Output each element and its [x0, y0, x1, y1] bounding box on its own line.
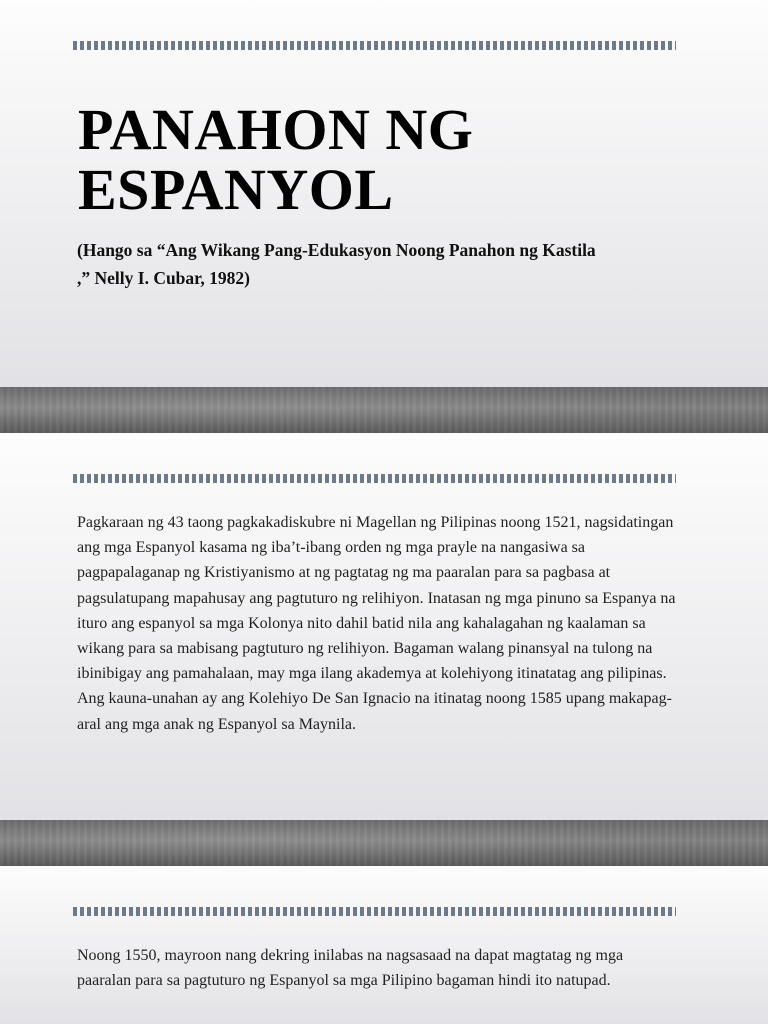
- slide-2: [0, 433, 768, 820]
- slide-separator: [0, 387, 768, 433]
- decorative-stripe: [73, 41, 676, 50]
- slide-separator: [0, 820, 768, 866]
- decorative-stripe: [73, 474, 676, 483]
- slide-subtitle: (Hango sa “Ang Wikang Pang-Edukasyon Noong Panahon ng Kastila ,” Nelly I. Cubar, 1982): [77, 240, 596, 288]
- slide-body-text: Pagkaraan ng 43 taong pagkakadiskubre ni Magellan ng Pilipinas noong 1521, nagsidatingan ang mga Espanyol kasama ng iba’t-ibang orden ng mga prayle na nangasiwa sa pagpapalaganap ng Kristiyanismo at ng pagtatag ng ma paaralan para sa pagbasa at pagsulatupang mapahusay ang pagtuturo ng relihiyon. Inatasan ng mga pinuno sa Espanya na ituro ang espanyol sa mga Kolonya nito dahil batid nila ang kahalagahan ng kaalaman sa wikang para sa mabisang pagtuturo ng relihiyon. Bagaman walang pinansyal na tulong na ibinibigay ang pamahalaan, may mga ilang akademya at kolehiyong itinatatag ang pilipinas. Ang kauna-unahan ay ang Kolehiyo De San Ignacio na itinatag noong 1585 upang makapag-aral ang mga anak ng Espanyol sa Maynila.: [77, 514, 676, 733]
- slide-title: PANAHON NG ESPANYOL: [78, 97, 474, 222]
- decorative-stripe: [73, 907, 676, 916]
- slide-body-text: Noong 1550, mayroon nang dekring inilabas na nagsasaad na dapat magtatag ng mga paaralan para sa pagtuturo ng Espanyol sa mga Pilipino bagaman hindi ito natupad.: [77, 947, 624, 990]
- slide-3: [0, 866, 768, 1024]
- slide-1: [0, 0, 768, 387]
